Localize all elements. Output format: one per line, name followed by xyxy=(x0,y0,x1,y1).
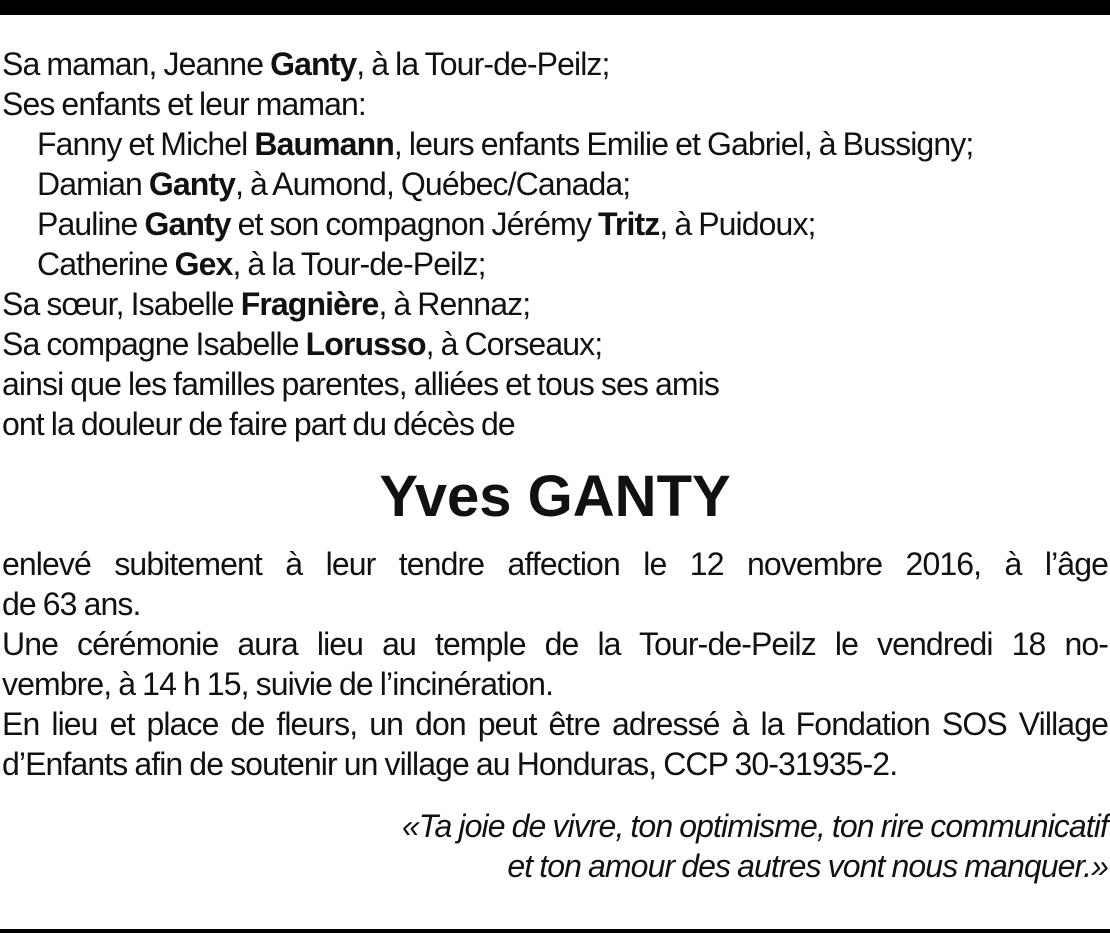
sister-location: , à Rennaz; xyxy=(378,286,531,322)
quote-line-1: «Ta joie de vivre, ton optimisme, ton rire communicatif xyxy=(401,808,1108,844)
companion-location: , à Corseaux; xyxy=(425,326,603,362)
sister-text: Sa sœur, Isabelle xyxy=(2,286,241,322)
obituary-notice xyxy=(2,44,1108,886)
child-text: Pauline xyxy=(37,206,145,242)
bottom-rule xyxy=(0,929,1110,933)
child-surname: Ganty xyxy=(144,206,231,242)
death-line-1: enlevé subitement à leur tendre affection le 12 novembre 2016, à l’âge xyxy=(2,546,1108,582)
child-line-2 xyxy=(2,164,1108,204)
top-rule xyxy=(0,0,1110,15)
relatives-line: ainsi que les familles parentes, alliées et tous ses amis xyxy=(2,366,719,402)
child-line-4 xyxy=(2,244,1108,284)
companion-text: Sa compagne Isabelle xyxy=(2,326,306,362)
death-line-2: de 63 ans. xyxy=(2,586,141,622)
companion-surname: Tritz xyxy=(598,206,660,242)
mother-surname: Ganty xyxy=(270,46,357,82)
children-intro: Ses enfants et leur maman: xyxy=(2,86,366,122)
child-location: , à Puidoux; xyxy=(659,206,816,242)
quote-line-2: et ton amour des autres vont nous manquer.» xyxy=(507,848,1108,884)
donation-line-2: d’Enfants afin de soutenir un village au Honduras, CCP 30-31935-2. xyxy=(2,746,898,782)
announcement-line: ont la douleur de faire part du décès de xyxy=(2,406,515,442)
deceased-name: Yves GANTY xyxy=(379,464,731,529)
donation-line-1: En lieu et place de fleurs, un don peut être adressé à la Fondation SOS Village xyxy=(2,706,1108,742)
ceremony-line-2: vembre, à 14 h 15, suivie de l’incinération. xyxy=(2,666,554,702)
sister-line xyxy=(2,284,1108,324)
mother-location: , à la Tour-de-Peilz; xyxy=(356,46,610,82)
child-line-1 xyxy=(2,124,1108,164)
child-location: , à Aumond, Québec/Canada; xyxy=(235,166,631,202)
child-companion-text: et son compagnon Jérémy xyxy=(230,206,599,242)
mother-line xyxy=(2,44,1108,84)
child-text: Catherine xyxy=(37,246,175,282)
child-location: , leurs enfants Emilie et Gabriel, à Bussigny; xyxy=(393,126,974,162)
companion-surname: Lorusso xyxy=(305,326,426,362)
child-text: Fanny et Michel xyxy=(37,126,255,162)
child-surname: Ganty xyxy=(148,166,236,202)
child-surname: Baumann xyxy=(254,126,394,162)
child-location: , à la Tour-de-Peilz; xyxy=(232,246,486,282)
child-surname: Gex xyxy=(174,246,233,282)
sister-surname: Fragnière xyxy=(240,286,379,322)
child-text: Damian xyxy=(37,166,149,202)
companion-line xyxy=(2,324,1108,364)
child-line-3 xyxy=(2,204,1108,244)
mother-text: Sa maman, Jeanne xyxy=(2,46,271,82)
ceremony-line-1: Une cérémonie aura lieu au temple de la Tour-de-Peilz le vendredi 18 no- xyxy=(2,626,1108,662)
